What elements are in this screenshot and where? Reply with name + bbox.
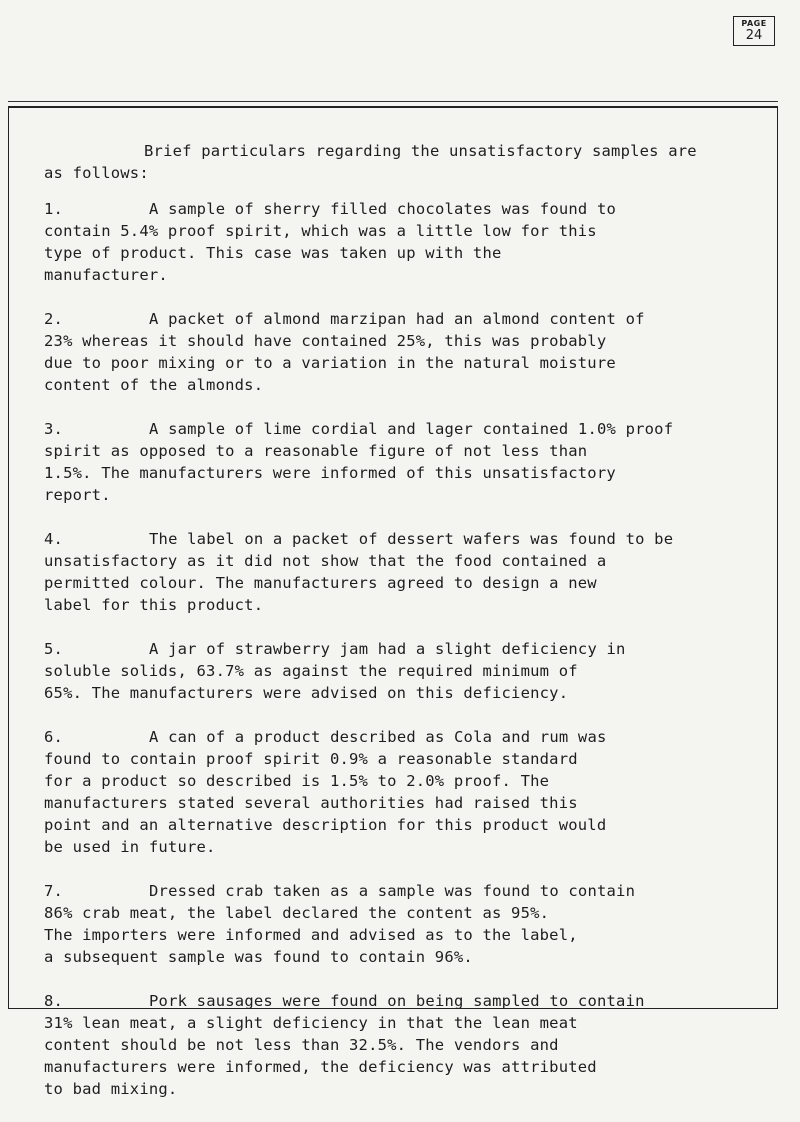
item-text xyxy=(44,880,744,968)
item-line: be used in future. xyxy=(44,838,216,856)
list-item xyxy=(44,418,744,506)
item-line: soluble solids, 63.7% as against the required minimum of xyxy=(44,662,578,680)
list-item xyxy=(44,198,744,286)
item-line: point and an alternative description for this product would xyxy=(44,816,607,834)
item-line: content of the almonds. xyxy=(44,376,264,394)
item-list xyxy=(44,198,744,1100)
item-line: unsatisfactory as it did not show that the food contained a xyxy=(44,552,607,570)
item-line: 31% lean meat, a slight deficiency in that the lean meat xyxy=(44,1014,578,1032)
item-text xyxy=(44,638,744,704)
item-line: type of product. This case was taken up with the xyxy=(44,244,502,262)
page-label: PAGE xyxy=(741,19,767,28)
list-item xyxy=(44,880,744,968)
item-line: The label on a packet of dessert wafers was found to be xyxy=(149,530,674,548)
item-line: Pork sausages were found on being sampled to contain xyxy=(149,992,645,1010)
list-item xyxy=(44,308,744,396)
item-line: report. xyxy=(44,486,111,504)
item-line: 86% crab meat, the label declared the content as 95%. xyxy=(44,904,550,922)
item-text xyxy=(44,198,744,286)
page-number: 24 xyxy=(745,28,763,43)
item-line: found to contain proof spirit 0.9% a reasonable standard xyxy=(44,750,578,768)
item-text xyxy=(44,308,744,396)
item-line: A can of a product described as Cola and rum was xyxy=(149,728,607,746)
item-number: 4. xyxy=(44,530,64,548)
item-number: 3. xyxy=(44,420,64,438)
item-line: content should be not less than 32.5%. The vendors and xyxy=(44,1036,559,1054)
item-line: label for this product. xyxy=(44,596,264,614)
item-line: manufacturers stated several authorities had raised this xyxy=(44,794,578,812)
item-line: A jar of strawberry jam had a slight deficiency in xyxy=(149,640,626,658)
item-line: A packet of almond marzipan had an almond content of xyxy=(149,310,645,328)
item-number: 8. xyxy=(44,992,64,1010)
item-text xyxy=(44,528,744,616)
item-number: 6. xyxy=(44,728,64,746)
list-item xyxy=(44,990,744,1100)
intro-paragraph xyxy=(44,140,744,184)
list-item xyxy=(44,726,744,858)
item-text xyxy=(44,418,744,506)
item-line: A sample of lime cordial and lager contained 1.0% proof xyxy=(149,420,674,438)
item-number: 7. xyxy=(44,882,64,900)
page-number-box xyxy=(733,16,775,46)
intro-line: Brief particulars regarding the unsatisfactory samples are xyxy=(144,142,697,160)
item-line: Dressed crab taken as a sample was found to contain xyxy=(149,882,636,900)
item-number: 5. xyxy=(44,640,64,658)
item-line: for a product so described is 1.5% to 2.0% proof. The xyxy=(44,772,550,790)
item-line: to bad mixing. xyxy=(44,1080,178,1098)
item-number: 1. xyxy=(44,200,64,218)
item-line: a subsequent sample was found to contain 96%. xyxy=(44,948,473,966)
item-line: 23% whereas it should have contained 25%, this was probably xyxy=(44,332,607,350)
item-line: contain 5.4% proof spirit, which was a little low for this xyxy=(44,222,597,240)
document-body xyxy=(44,140,744,1122)
item-text xyxy=(44,990,744,1100)
item-line: due to poor mixing or to a variation in the natural moisture xyxy=(44,354,616,372)
item-line: permitted colour. The manufacturers agreed to design a new xyxy=(44,574,597,592)
item-number: 2. xyxy=(44,310,64,328)
item-line: The importers were informed and advised as to the label, xyxy=(44,926,578,944)
top-rule xyxy=(8,101,778,102)
item-line: A sample of sherry filled chocolates was found to xyxy=(149,200,617,218)
item-text xyxy=(44,726,744,858)
item-line: 65%. The manufacturers were advised on this deficiency. xyxy=(44,684,569,702)
item-line: 1.5%. The manufacturers were informed of this unsatisfactory xyxy=(44,464,616,482)
item-line: spirit as opposed to a reasonable figure of not less than xyxy=(44,442,588,460)
item-line: manufacturer. xyxy=(44,266,168,284)
list-item xyxy=(44,528,744,616)
list-item xyxy=(44,638,744,704)
item-line: manufacturers were informed, the deficiency was attributed xyxy=(44,1058,597,1076)
intro-line: as follows: xyxy=(44,164,149,182)
